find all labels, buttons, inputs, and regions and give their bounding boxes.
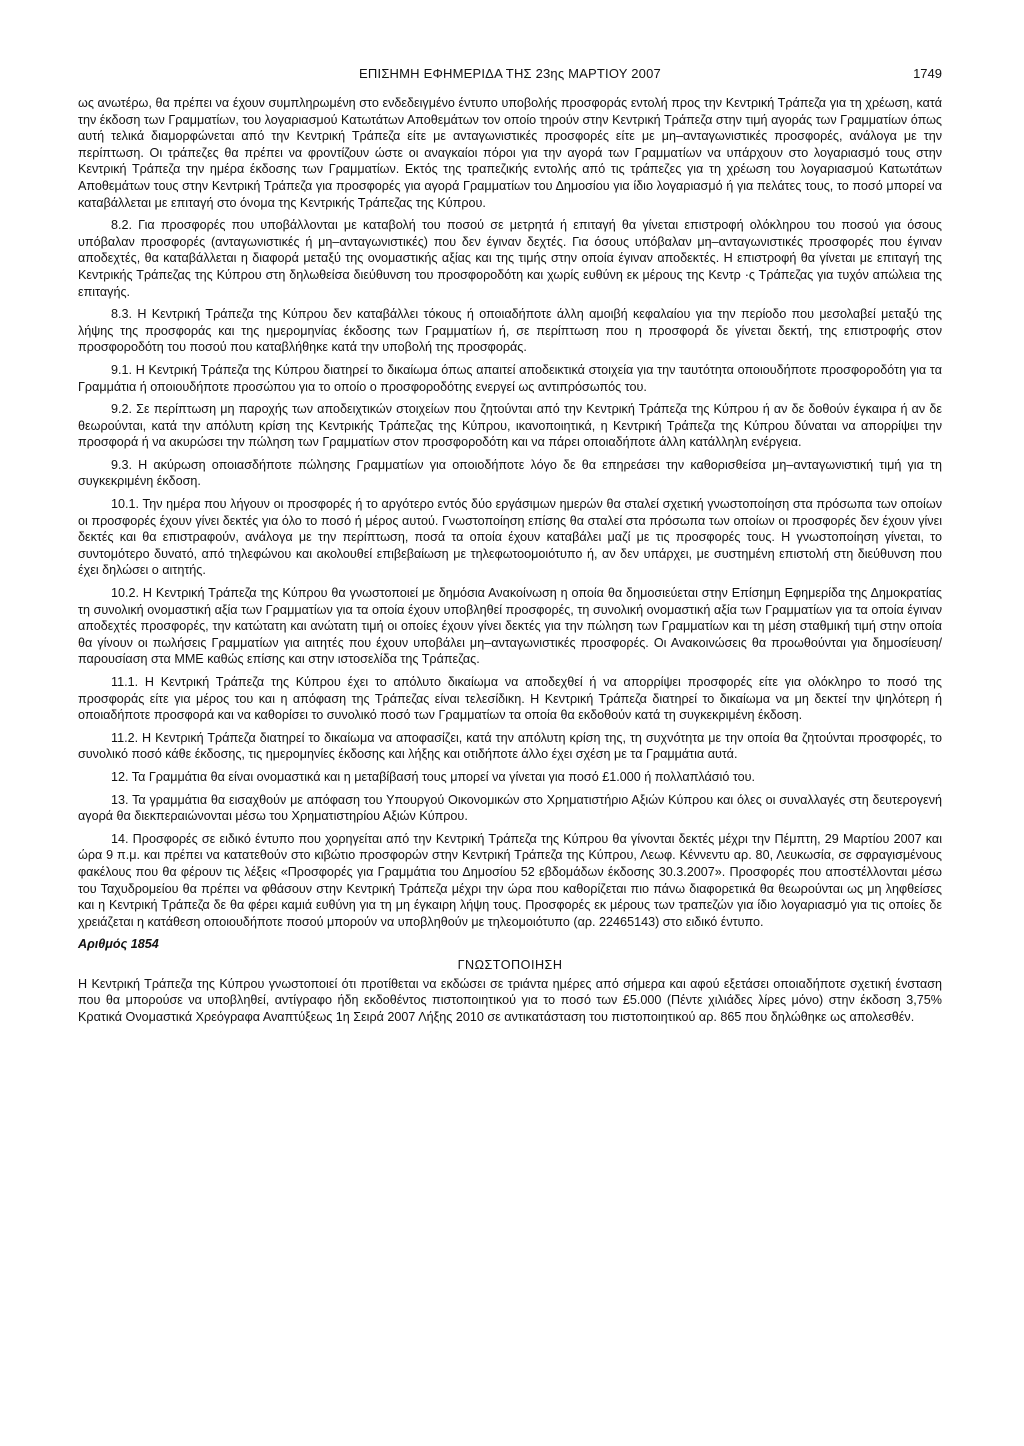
page-header — [78, 66, 942, 86]
notice-title: ΓΝΩΣΤΟΠΟΙΗΣΗ — [457, 957, 563, 972]
gazette-title: ΕΠΙΣΗΜΗ ΕΦΗΜΕΡΙΔΑ ΤΗΣ 23ης ΜΑΡΤΙΟΥ 2007 — [359, 66, 661, 81]
paragraph-14: 14. Προσφορές σε ειδικό έντυπο που χορηγείται από την Κεντρική Τράπεζα της Κύπρου θα γίνονται δεκτές μέχρι την Πέμπτη, 29 Μαρτίου 2007 και ώρα 9 π.μ. και πρέπει να κατατεθούν στο κιβώτιο προσφορών στην Κεντρική Τράπεζα της Κύπρου, Λεωφ. Κέννεντυ αρ. 80, Λευκωσία, σε σφραγισμένους φακέλους που θα φέρουν τις λέξεις «Προσφορές για Γραμμάτια του Δημοσίου 52 εβδομάδων έκδοσης 30.3.2007». Προσφορές που αποστέλλονται μέσω του Ταχυδρομείου θα πρέπει να φθάσουν στην Κεντρική Τράπεζα μέχρι την ώρα που καθορίζεται πιο πάνω διαφορετικά θα θεωρούνται ως μη ληφθείσες και η Κεντρική Τράπεζα δε θα φέρει καμιά ευθύνη για τη μη έγκαιρη λήψη τους. Προσφορές εκ μέρους των τραπεζών για ίδιο λογαριασμό για τις οποίες δε χρειάζεται η κατάθεση οποιουδήποτε ποσού μπορούν να υποβληθούν με τηλεομοιότυπο (αρ. 22465143) στο ειδικό έντυπο. — [78, 831, 942, 929]
paragraph-8-2: 8.2. Για προσφορές που υποβάλλονται με καταβολή του ποσού σε μετρητά ή επιταγή θα γίνεται επιστροφή ολόκληρου του ποσού για όσους υπόβαλαν προσφορές (ανταγωνιστικές ή μη–ανταγωνιστικές) που δεν έγιναν δεχτές. Για όσους υπόβαλαν μη–ανταγωνιστικές προσφορές που έγιναν αποδεχτές, θα καταβάλλεται η διαφορά μεταξύ της ονομαστικής αξίας και της τιμής στην οποία έγιναν αποδεκτές. Η επιστροφή θα γίνεται με επιταγή της Κεντρικής Τράπεζας της Κύπρου στη δηλωθείσα διεύθυνση του προσφοροδότη και χωρίς ευθύνη εκ μέρους της Κεντρ ·ς Τράπεζας για τυχόν απώλεια της επιταγής. — [78, 218, 942, 299]
paragraph-continuation: ως ανωτέρω, θα πρέπει να έχουν συμπληρωμένη στο ενδεδειγμένο έντυπο υποβολής προσφοράς εντολή προς την Κεντρική Τράπεζα για τη χρέωση, κατά την έκδοση των Γραμματίων, του λογαριασμού Κατωτάτων Αποθεμάτων τον οποίο τηρούν στην Κεντρική Τράπεζα στην τιμή αγοράς των Γραμματίων όπως αυτή τελικά διαμορφώνεται από την Κεντρική Τράπεζα είτε με ανταγωνιστικές προσφορές είτε με μη–ανταγωνιστικές προσφορές, ανάλογα με την περίπτωση. Οι τράπεζες θα πρέπει να φροντίζουν ώστε οι αναγκαίοι πόροι για την αγορά των Γραμματίων να υπάρχουν στο λογαριασμό τους στην Κεντρική Τράπεζα την ημέρα έκδοσης των Γραμματίων. Εκτός της τραπεζικής εντολής από τις τράπεζες για τη χρέωση του λογαριασμού Κατωτάτων Αποθεμάτων τους στην Κεντρική Τράπεζα για προσφορές για αγορά Γραμματίων του Δημοσίου για ίδιο λογαριασμό ή για πελάτες τους, το ποσό μπορεί να καταβάλλεται με επιταγή στο όνομα της Κεντρικής Τράπεζας της Κύπρου. — [78, 96, 942, 210]
page-number: 1749 — [913, 66, 942, 81]
gazette-page — [78, 66, 942, 1031]
paragraph-11-2: 11.2. Η Κεντρική Τράπεζα διατηρεί το δικαίωμα να αποφασίζει, κατά την απόλυτη κρίση της, τη συχνότητα με την οποία θα ζητούνται προσφορές, το συνολικό ποσό κάθε έκδοσης, τις ημερομηνίες έκδοσης και λήξης και οτιδήποτε άλλο έχει σχέση με τα Γραμμάτια αυτά. — [78, 730, 942, 762]
paragraph-10-2: 10.2. Η Κεντρική Τράπεζα της Κύπρου θα γνωστοποιεί με δημόσια Ανακοίνωση η οποία θα δημοσιεύεται στην Επίσημη Εφημερίδα της Δημοκρατίας τη συνολική ονομαστική αξία των Γραμματίων για τα οποία έχουν υποβληθεί προσφορές, τη συνολική ονομαστική αξία των Γραμματίων για τα οποία έγιναν αποδεχτές προσφορές, την κατώτατη και ανώτατη τιμή οι οποίες έχουν γίνει δεκτές για την πώληση των Γραμματίων και τη μέση σταθμική τιμή στην οποία θα γίνουν οι πωλήσεις Γραμματίων για αιτητές που έχουν υποβάλει μη–ανταγωνιστικές προσφορές. Οι Ανακοινώσεις θα προωθούνται για δημοσίευση/παρουσίαση στα ΜΜΕ καθώς επίσης και στην ιστοσελίδα της Τράπεζας. — [78, 586, 942, 667]
paragraph-9-2: 9.2. Σε περίπτωση μη παροχής των αποδειχτικών στοιχείων που ζητούνται από την Κεντρική Τράπεζα της Κύπρου ή αν δε δοθούν έγκαιρα ή αν δε θεωρούνται, κατά την απόλυτη κρίση της Κεντρικής Τράπεζας της Κύπρου, ικανοποιητικά, η Κεντρική Τράπεζα της Κύπρου δύναται να απορρίψει την προσφορά ή να ακυρώσει την πώληση των Γραμματίων στον προσφοροδότη και να πάρει οποιαδήποτε άλλη κατάλληλη ενέργεια. — [78, 402, 942, 450]
paragraph-8-3: 8.3. Η Κεντρική Τράπεζα της Κύπρου δεν καταβάλλει τόκους ή οποιαδήποτε άλλη αμοιβή κεφαλαίου για την περίοδο που μεσολαβεί μεταξύ της λήψης της προσφοράς και της ημερομηνίας έκδοσης των Γραμματίων ή, σε περίπτωση που η προσφορά δε γίνεται δεκτή, της επιστροφής στον προσφοροδότη του ποσού που καταβλήθηκε κατά την υποβολή της προσφοράς. — [78, 307, 942, 355]
paragraph-10-1: 10.1. Την ημέρα που λήγουν οι προσφορές ή το αργότερο εντός δύο εργάσιμων ημερών θα σταλεί σχετική γνωστοποίηση στα πρόσωπα των οποίων οι προσφορές έχουν γίνει δεκτές για όλο το ποσό ή μέρος αυτού. Γνωστοποίηση επίσης θα σταλεί στα πρόσωπα των οποίων οι προσφορές δεν έχουν γίνει δεκτές και θα επιστραφούν, ανάλογα με την περίπτωση, ποσά τα οποία έχουν καταβάλει μαζί με τις προσφορές τους. Η γνωστοποίηση γίνεται, το συντομότερο δυνατό, από τηλεφώνου και ακολουθεί επιβεβαίωση με τηλεφωτοομοιότυπο ή, αν δεν υπάρχει, με συστημένη επιστολή στη διεύθυνση που έχει δηλώσει ο αιτητής. — [78, 497, 942, 578]
paragraph-9-3: 9.3. Η ακύρωση οποιασδήποτε πώλησης Γραμματίων για οποιοδήποτε λόγο δε θα επηρεάσει την καθορισθείσα μη–ανταγωνιστική τιμή για τη συγκεκριμένη έκδοση. — [78, 457, 942, 489]
paragraph-13: 13. Τα γραμμάτια θα εισαχθούν με απόφαση του Υπουργού Οικονομικών στο Χρηματιστήριο Αξιών Κύπρου και όλες οι συναλλαγές στη δευτερογενή αγορά θα διεκπεραιώνονται μέσω του Χρηματιστηρίου Αξιών Κύπρου. — [78, 792, 942, 824]
paragraph-11-1: 11.1. Η Κεντρική Τράπεζα της Κύπρου έχει το απόλυτο δικαίωμα να αποδεχθεί ή να απορρίψει προσφορές είτε για ολόκληρο το ποσό της προσφοράς είτε για μέρος του και η απόφαση της Τράπεζας είναι τελεσίδικη. Η Κεντρική Τράπεζα διατηρεί το δικαίωμα να μη δεκτεί την ψηλότερη ή οποιαδήποτε προσφορά και να καθορίσει το συνολικό ποσό των Γραμματίων τα οποία θα εκδοθούν κατά τη συγκεκριμένη έκδοση. — [78, 675, 942, 723]
paragraph-12: 12. Τα Γραμμάτια θα είναι ονομαστικά και η μεταβίβασή τους μπορεί να γίνεται για ποσό £1.000 ή πολλαπλάσιό του. — [111, 769, 756, 784]
paragraph-9-1: 9.1. Η Κεντρική Τράπεζα της Κύπρου διατηρεί το δικαίωμα όπως απαιτεί αποδεικτικά στοιχεία για την ταυτότητα οποιουδήποτε προσφοροδότη για τα Γραμμάτια ή οποιουδήποτε προσώπου για το οποίο ο προσφοροδότης ενεργεί ως αντιπρόσωπός του. — [78, 362, 942, 394]
notice-number: Αριθμός 1854 — [78, 937, 159, 952]
notice-body: Η Κεντρική Τράπεζα της Κύπρου γνωστοποιεί ότι προτίθεται να εκδώσει σε τριάντα ημέρες από σήμερα και αφού εξετάσει οποιαδήποτε σχετική ένσταση που θα μπορούσε να υποβληθεί, αντίγραφο ήδη εκδοθέντος πιστοποιητικού για το ποσό των £5.000 (Πέντε χιλιάδες λίρες μόνο) στην έκδοση 3,75% Κρατικά Ονομαστικά Χρεόγραφα Αναπτύξεως 1η Σειρά 2007 Λήξης 2010 σε αντικατάσταση του πιστοποιητικού αρ. 865 που δηλώθηκε ως απολεσθέν. — [78, 976, 942, 1024]
